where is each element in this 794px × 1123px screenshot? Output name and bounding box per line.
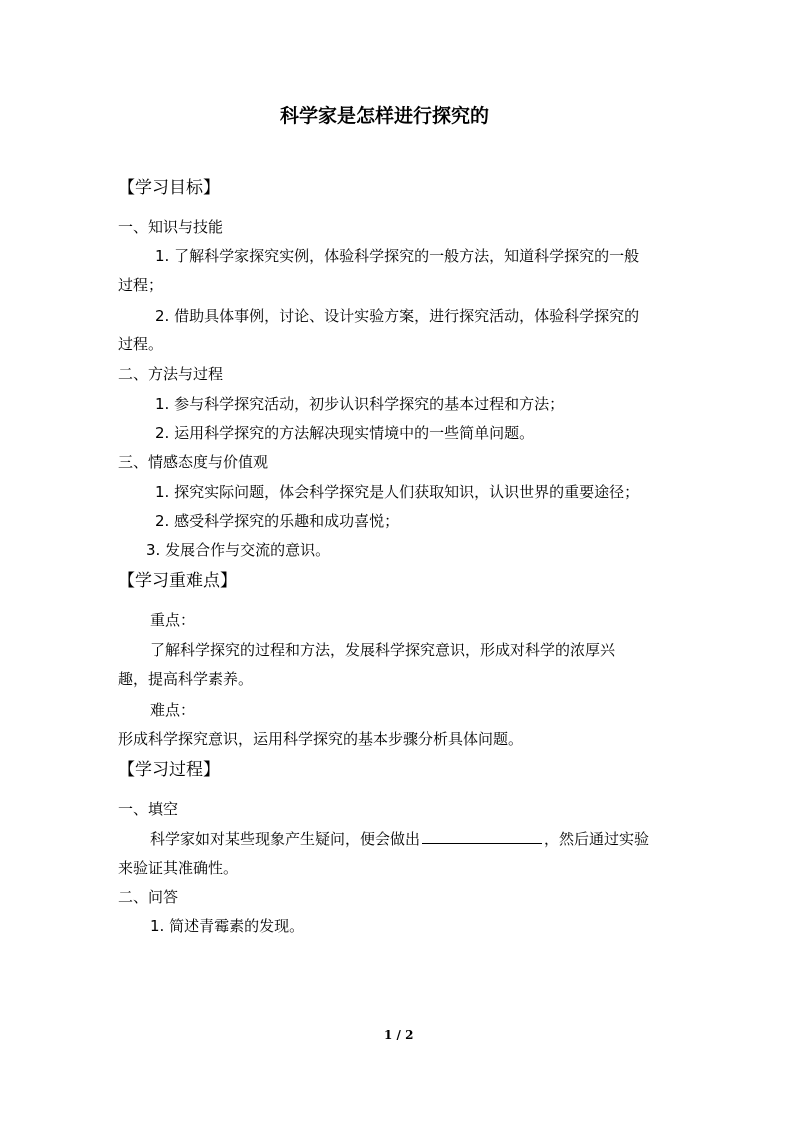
fill-text-after: ，然后通过实验 <box>544 830 650 848</box>
section-heading-process: 【学习过程】 <box>118 760 220 780</box>
list-item-text: 1. 探究实际问题，体会科学探究是人们获取知识，认识世界的重要途径； <box>155 483 640 501</box>
difficulty-label: 难点： <box>150 701 196 719</box>
difficulty-text: 形成科学探究意识，运用科学探究的基本步骤分析具体问题。 <box>118 730 524 748</box>
subsection-title: 二、问答 <box>118 888 179 906</box>
list-item-text: 1. 了解科学家探究实例，体验科学探究的一般方法，知道科学探究的一般 <box>155 247 640 265</box>
list-item-text: 1. 参与科学探究活动，初步认识科学探究的基本过程和方法； <box>155 395 565 413</box>
section-heading-objectives: 【学习目标】 <box>118 178 220 198</box>
subsection-title: 二、方法与过程 <box>118 365 224 383</box>
list-item-text: 3. 发展合作与交流的意识。 <box>146 541 331 559</box>
subsection-title: 三、情感态度与价值观 <box>118 453 269 471</box>
subsection-title: 一、知识与技能 <box>118 218 224 236</box>
list-item-text: 2. 感受科学探究的乐趣和成功喜悦； <box>155 512 400 530</box>
fill-in-blank <box>422 829 542 844</box>
focus-text: 趣，提高科学素养。 <box>118 670 254 688</box>
focus-label: 重点： <box>150 611 196 629</box>
focus-text: 了解科学探究的过程和方法，发展科学探究意识，形成对科学的浓厚兴 <box>150 641 616 659</box>
fill-text-before: 科学家如对某些现象产生疑问，便会做出 <box>150 830 421 848</box>
list-item-text: 2. 借助具体事例，讨论、设计实验方案，进行探究活动，体验科学探究的 <box>155 307 640 325</box>
page-title: 科学家是怎样进行探究的 <box>280 105 490 127</box>
subsection-title: 一、填空 <box>118 800 179 818</box>
section-heading-key-points: 【学习重难点】 <box>118 571 237 591</box>
list-item-text: 过程； <box>118 276 164 294</box>
list-item-text: 1. 简述青霉素的发现。 <box>150 917 305 935</box>
list-item-text: 2. 运用科学探究的方法解决现实情境中的一些简单问题。 <box>155 424 535 442</box>
fill-in-question-continued: 来验证其准确性。 <box>118 859 239 877</box>
page-number: 1 / 2 <box>384 1028 414 1042</box>
fill-in-question <box>150 829 649 849</box>
list-item-text: 过程。 <box>118 335 164 353</box>
